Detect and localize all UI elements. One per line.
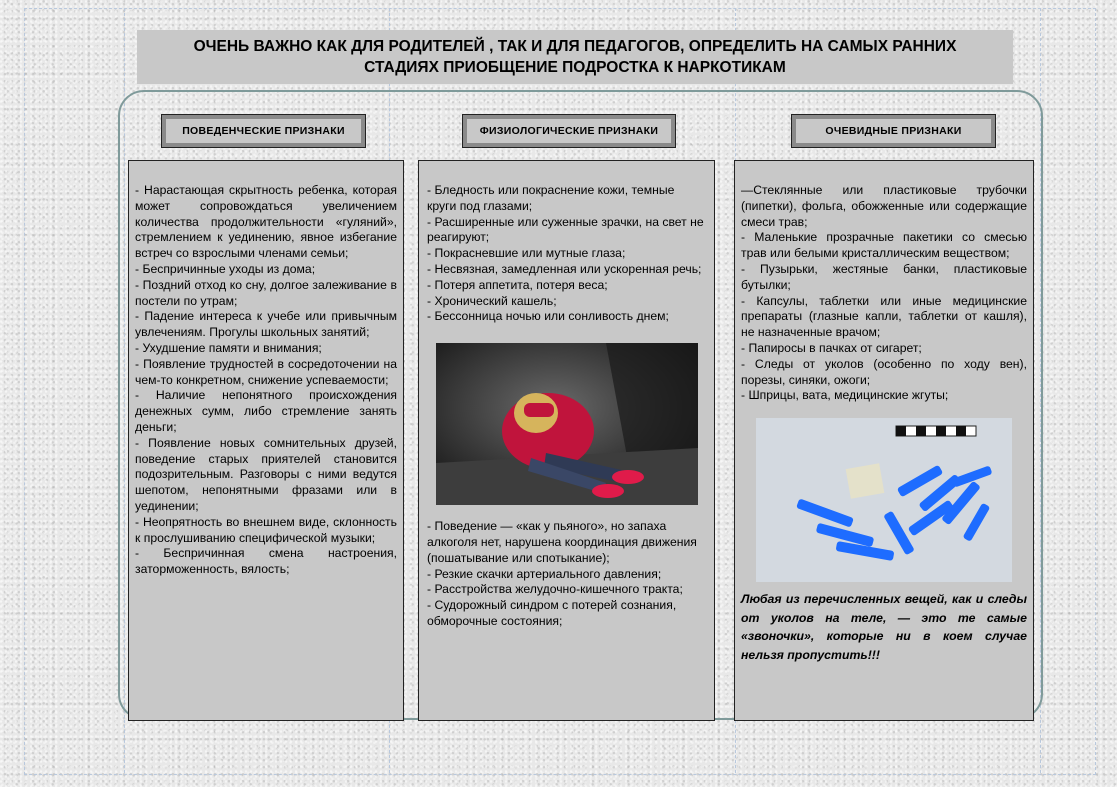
panel-behavioral — [128, 160, 404, 721]
list-item: - Следы от уколов (особенно по ходу вен), порезы, синяки, ожоги; — [741, 356, 1027, 387]
list-item: - Резкие скачки артериального давления; — [427, 566, 662, 581]
list-item: - Бледность или покраснение кожи, темные круги под глазами; — [427, 183, 675, 213]
list-item: - Папиросы в пачках от сигарет; — [741, 340, 922, 355]
list-item: - Судорожный синдром с потерей сознания, обморочные состояния; — [427, 598, 677, 628]
list-item: - Расстройства желудочно-кишечного тракта; — [427, 582, 683, 597]
panel-physiological — [418, 160, 715, 721]
list-item: - Хронический кашель; — [427, 293, 557, 308]
title-line-1: ОЧЕНЬ ВАЖНО КАК ДЛЯ РОДИТЕЛЕЙ , ТАК И ДЛЯ ПЕДАГОГОВ, ОПРЕДЕЛИТЬ НА САМЫХ РАННИХ — [193, 38, 957, 55]
list-item: - Беспричинные уходы из дома; — [135, 261, 316, 276]
list-item: - Нарастающая скрытность ребенка, которая может сопровождаться увеличением количества продолжительности «гуляний», стремлением к уединению, явное избегание встреч со взрослыми членами семьи; — [135, 183, 397, 261]
list-item: - Падение интереса к учебе или привычным увлечениям. Прогулы школьных занятий; — [135, 309, 397, 340]
list-item: - Несвязная, замедленная или ускоренная речь; — [427, 261, 702, 276]
list-item: - Ухудшение памяти и внимания; — [135, 340, 322, 355]
list-item: - Шприцы, вата, медицинские жгуты; — [741, 388, 949, 403]
list-item: - Наличие непонятного происхождения денежных сумм, либо стремление занять деньги; — [135, 388, 397, 434]
list-item: - Поведение — «как у пьяного», но запаха алкоголя нет, нарушена координация движения (пошатывание или спотыкание); — [427, 519, 697, 565]
list-item: - Появление новых сомнительных друзей, поведение старых приятелей становится подозрительным. Разговоры с ними ведутся шепотом, непонятными фразами или в уединении; — [135, 435, 397, 513]
warning-text: Любая из перечисленных вещей, как и следы от уколов на теле, — это те самые «звоночки», которые ни в коем случае нельзя пропустить!!! — [741, 592, 1027, 662]
title-line-2: СТАДИЯХ ПРИОБЩЕНИЕ ПОДРОСТКА К НАРКОТИКАМ — [364, 59, 786, 76]
header-behavioral: ПОВЕДЕНЧЕСКИЕ ПРИЗНАКИ — [161, 114, 366, 148]
list-item: - Маленькие прозрачные пакетики со смесью трав или белыми кристаллическим веществом; — [741, 230, 1027, 261]
list-item: - Покрасневшие или мутные глаза; — [427, 246, 626, 261]
list-item: - Беспричинная смена настроения, заторможенность, вялость; — [135, 546, 397, 577]
list-item: - Потеря аппетита, потеря веса; — [427, 277, 608, 292]
teen-photo — [436, 343, 698, 505]
list-item: - Пузырьки, жестяные банки, пластиковые бутылки; — [741, 261, 1027, 292]
header-physiological: ФИЗИОЛОГИЧЕСКИЕ ПРИЗНАКИ — [462, 114, 676, 148]
list-item: - Расширенные или суженные зрачки, на свет не реагируют; — [427, 214, 704, 245]
panel-obvious — [734, 160, 1034, 721]
syringes-pills-photo — [756, 418, 1012, 582]
list-item: - Капсулы, таблетки или иные медицинские препараты (глазные капли, таблетки от кашля), не назначенные врачом; — [741, 293, 1027, 340]
list-item: - Неопрятность во внешнем виде, склонность к прослушиванию специфической музыки; — [135, 514, 397, 545]
list-item: —Стеклянные или пластиковые трубочки (пипетки), фольга, обожженные или содержащие смеси трав; — [741, 183, 1027, 229]
list-item: - Поздний отход ко сну, долгое залеживание в постели по утрам; — [135, 277, 397, 308]
header-obvious: ОЧЕВИДНЫЕ ПРИЗНАКИ — [791, 114, 996, 148]
page-title — [137, 30, 1013, 84]
list-item: - Появление трудностей в сосредоточении на чем-то конкретном, снижение успеваемости; — [135, 356, 397, 387]
list-item: - Бессонница ночью или сонливость днем; — [427, 309, 669, 324]
